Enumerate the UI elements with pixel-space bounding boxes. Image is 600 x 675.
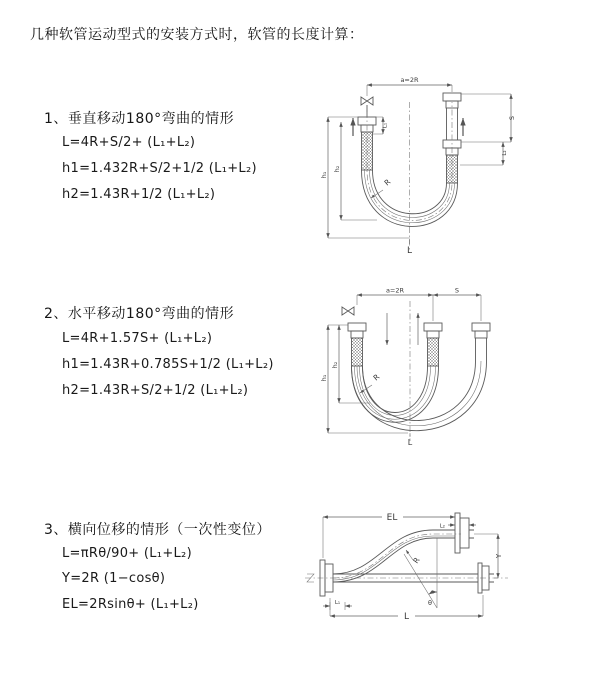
d1-radius-label: R bbox=[382, 177, 393, 188]
d3-radius-callout bbox=[406, 550, 422, 565]
d2-dim-label-h1: h₁ bbox=[320, 374, 328, 382]
diagram-horizontal-180-bend bbox=[312, 283, 574, 448]
d1-dim-label-h1: h₁ bbox=[320, 171, 328, 179]
section-2-formula-L: L=4R+1.57S+ (L₁+L₂) bbox=[62, 331, 213, 346]
section-3-formula-Y: Y=2R (1−cosθ) bbox=[62, 571, 166, 586]
d2-radius-label: R bbox=[371, 372, 382, 383]
d2-dim-label-length: L bbox=[407, 438, 413, 447]
d1-dim-label-width: a=2R bbox=[400, 76, 419, 84]
d3-dim-label-y: Y bbox=[495, 553, 503, 559]
d3-dim-label-l1: L₁ bbox=[334, 600, 341, 606]
d1-radius-callout bbox=[371, 177, 392, 198]
diagram-vertical-180-bend bbox=[315, 72, 550, 257]
d2-dim-label-width: a=2R bbox=[385, 286, 405, 295]
d2-dim-label-s: S bbox=[454, 286, 460, 295]
section-1-formula-h2: h2=1.43R+1/2 (L₁+L₂) bbox=[62, 187, 216, 202]
d3-l2-dimension bbox=[440, 524, 476, 530]
section-1-heading: 1、垂直移动180°弯曲的情形 bbox=[44, 111, 235, 127]
page-title: 几种软管运动型式的安装方式时，软管的长度计算： bbox=[30, 27, 364, 43]
d3-el-dimension bbox=[323, 513, 455, 558]
d1-dim-label-h2: h₂ bbox=[333, 165, 341, 173]
section-2-heading: 2、水平移动180°弯曲的情形 bbox=[44, 306, 235, 322]
d2-displaced-pipe-end bbox=[472, 323, 490, 361]
d2-middle-pipe-end bbox=[424, 323, 442, 366]
section-3-formula-EL: EL=2Rsinθ+ (L₁+L₂) bbox=[62, 597, 199, 612]
section-1-formula-h1: h1=1.432R+S/2+1/2 (L₁+L₂) bbox=[62, 161, 257, 176]
d1-width-dimension bbox=[367, 76, 452, 96]
d3-length-dimension bbox=[330, 595, 483, 622]
valve-icon bbox=[342, 307, 354, 315]
d1-right-dimensions bbox=[460, 94, 516, 165]
d1-dim-label-length: L bbox=[406, 246, 413, 256]
d2-left-pipe-end bbox=[348, 323, 366, 366]
d1-dim-label-l2: L₂ bbox=[502, 150, 508, 156]
section-3-heading: 3、横向位移的情形（一次性变位） bbox=[44, 522, 271, 538]
d1-l1-dimension bbox=[373, 117, 389, 134]
d1-dim-label-s: S bbox=[508, 115, 516, 121]
d3-angle-construction bbox=[404, 538, 437, 608]
d1-length-label bbox=[407, 239, 412, 256]
d2-dim-label-h2: h₂ bbox=[331, 361, 339, 369]
section-1-formula-L: L=4R+S/2+ (L₁+L₂) bbox=[62, 135, 196, 150]
d3-radius-label: R bbox=[411, 555, 422, 566]
section-2-formula-h2: h2=1.43R+S/2+1/2 (L₁+L₂) bbox=[62, 383, 249, 398]
d3-l1-dimension bbox=[323, 600, 352, 610]
d3-dim-label-l2: L₂ bbox=[439, 523, 445, 530]
d3-top-right-flange bbox=[455, 513, 474, 553]
d2-top-dimensions bbox=[357, 287, 481, 322]
d3-dim-label-el: EL bbox=[386, 513, 398, 523]
section-2-formula-h1: h1=1.43R+0.785S+1/2 (L₁+L₂) bbox=[62, 357, 274, 372]
d2-length-label bbox=[408, 433, 413, 447]
d2-hose-displaced-position bbox=[352, 361, 487, 431]
section-3-formula-L: L=πRθ/90+ (L₁+L₂) bbox=[62, 546, 192, 561]
d2-hose-original-position bbox=[352, 366, 439, 422]
d1-dim-label-l1: L₁ bbox=[382, 122, 389, 129]
d3-angle-label: θ bbox=[428, 599, 432, 607]
d3-dim-label-length: L bbox=[403, 612, 410, 622]
diagram-lateral-displacement bbox=[303, 508, 578, 643]
